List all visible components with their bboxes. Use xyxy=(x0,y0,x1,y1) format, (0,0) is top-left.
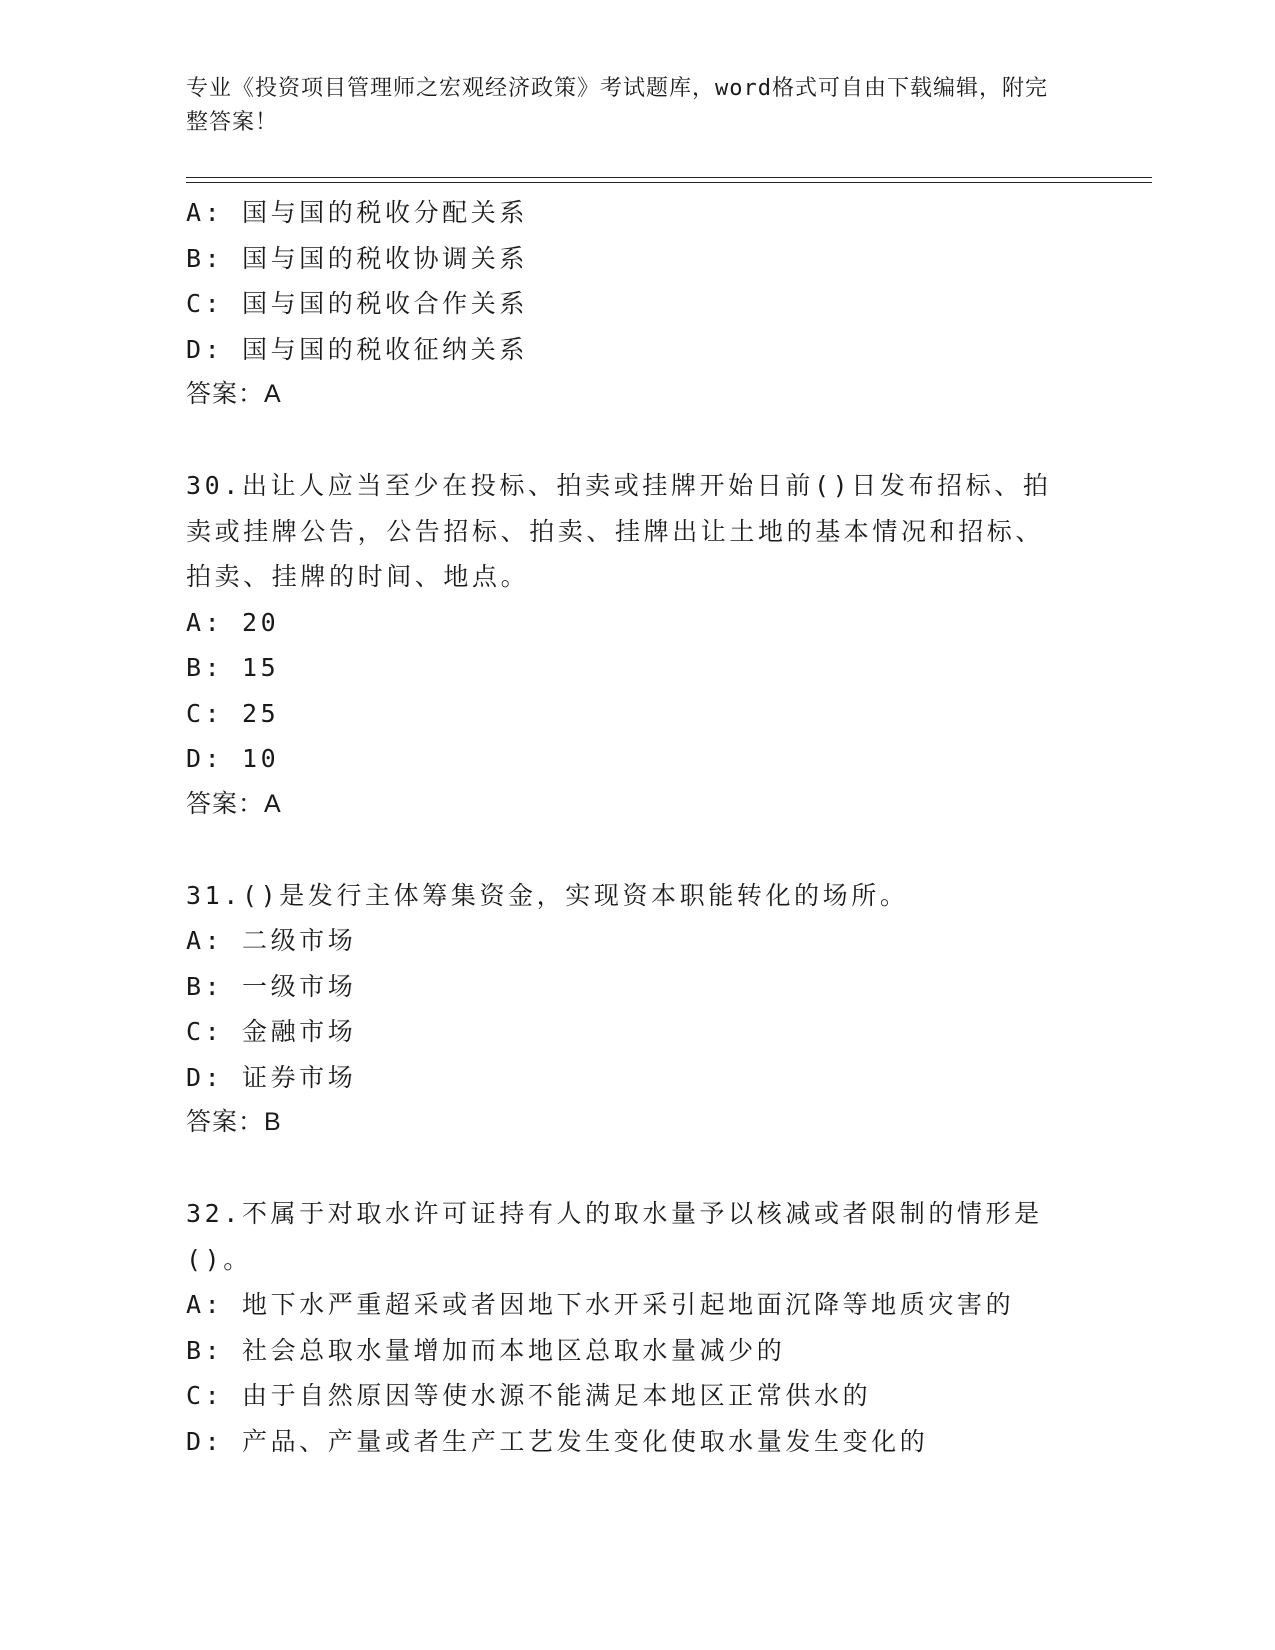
question-stem: 32.不属于对取水许可证持有人的取水量予以核减或者限制的情形是()。 xyxy=(186,1199,1043,1274)
option-a: A: 地下水严重超采或者因地下水开采引起地面沉降等地质灾害的 xyxy=(186,1290,1015,1319)
question-block-prev xyxy=(186,190,1086,418)
option-d: D: 10 xyxy=(186,744,280,773)
option-c: C: 由于自然原因等使水源不能满足本地区正常供水的 xyxy=(186,1381,872,1410)
spacer xyxy=(186,418,1086,464)
option-c: C: 国与国的税收合作关系 xyxy=(186,289,528,318)
question-block-32 xyxy=(186,1191,1086,1464)
question-stem: 30.出让人应当至少在投标、拍卖或挂牌开始日前()日发布招标、拍卖或挂牌公告，公告招标、拍卖、挂牌出让土地的基本情况和招标、拍卖、挂牌的时间、地点。 xyxy=(186,471,1052,591)
option-a: A: 20 xyxy=(186,607,280,637)
question-stem: 31.()是发行主体筹集资金，实现资本职能转化的场所。 xyxy=(186,880,909,910)
option-d: D: 产品、产量或者生产工艺发生变化使取水量发生变化的 xyxy=(186,1426,929,1456)
answer-line: 答案：A xyxy=(186,789,282,818)
option-d: D: 证券市场 xyxy=(186,1062,357,1092)
option-a: A: 二级市场 xyxy=(186,926,357,955)
option-d: D: 国与国的税收征纳关系 xyxy=(186,334,528,364)
option-a: A: 国与国的税收分配关系 xyxy=(186,198,528,227)
option-b: B: 15 xyxy=(186,653,280,682)
question-list xyxy=(186,190,1086,1464)
question-block-31 xyxy=(186,873,1086,1146)
document-header: 专业《投资项目管理师之宏观经济政策》考试题库，word格式可自由下载编辑，附完整答案！ xyxy=(186,76,1048,135)
option-c: C: 25 xyxy=(186,698,280,728)
option-b: B: 一级市场 xyxy=(186,971,357,1001)
answer-line: 答案：B xyxy=(186,1108,282,1136)
option-b: B: 国与国的税收协调关系 xyxy=(186,243,528,273)
answer-line: 答案：A xyxy=(186,380,282,408)
question-block-30 xyxy=(186,463,1086,827)
header-divider-bottom xyxy=(186,182,1152,183)
option-c: C: 金融市场 xyxy=(186,1017,357,1046)
header-divider-top xyxy=(186,177,1152,178)
spacer xyxy=(186,827,1086,873)
spacer xyxy=(186,1146,1086,1192)
option-b: B: 社会总取水量增加而本地区总取水量减少的 xyxy=(186,1335,786,1365)
